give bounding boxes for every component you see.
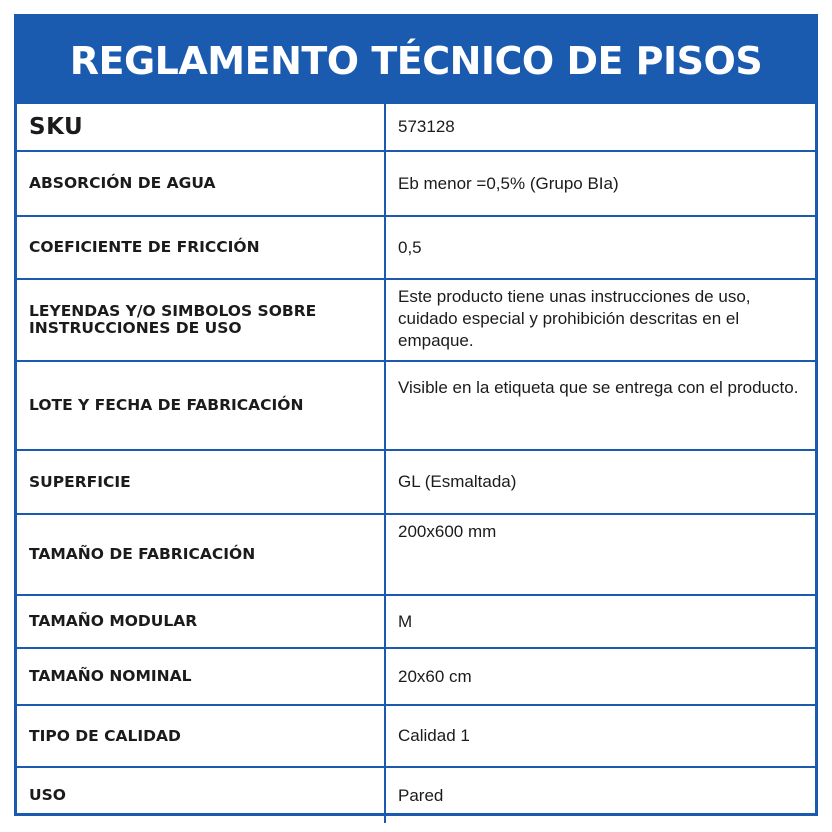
row-value-lote: Visible en la etiqueta que se entrega con el producto. [398, 378, 799, 397]
row-value-absorcion: Eb menor =0,5% (Grupo BIa) [398, 173, 619, 193]
table-row [17, 150, 815, 215]
row-value-sku: 573128 [398, 117, 455, 136]
page-title: REGLAMENTO TÉCNICO DE PISOS [17, 17, 815, 104]
row-value-superficie: GL (Esmaltada) [398, 472, 517, 491]
row-value-tamano-fabricacion: 200x600 mm [398, 522, 497, 541]
row-label-leyendas: LEYENDAS Y/O SIMBOLOS SOBRE INSTRUCCIONES DE USO [17, 280, 386, 360]
row-label-tipo-calidad: TIPO DE CALIDAD [17, 706, 386, 766]
table-row [17, 594, 815, 647]
row-label-tamano-nominal: TAMAÑO NOMINAL [17, 649, 386, 704]
row-label-superficie: SUPERFICIE [17, 451, 386, 513]
table-row [17, 513, 815, 594]
row-label-uso: USO [17, 768, 386, 823]
row-label-absorcion: ABSORCIÓN DE AGUA [17, 152, 386, 215]
row-label-tamano-fabricacion: TAMAÑO DE FABRICACIÓN [17, 515, 386, 594]
spec-table [17, 104, 815, 823]
row-value-uso: Pared [398, 785, 444, 805]
table-row [17, 449, 815, 513]
row-label-friccion: COEFICIENTE DE FRICCIÓN [17, 217, 386, 278]
table-row [17, 215, 815, 278]
spec-sheet [14, 14, 818, 816]
row-value-tamano-modular: M [398, 611, 413, 631]
table-row [17, 104, 815, 150]
table-row [17, 647, 815, 704]
row-value-tamano-nominal: 20x60 cm [398, 666, 472, 686]
table-row [17, 704, 815, 766]
row-value-leyendas: Este producto tiene unas instrucciones de uso, cuidado especial y prohibición descritas en el empaque. [398, 287, 751, 350]
row-label-lote: LOTE Y FECHA DE FABRICACIÓN [17, 362, 386, 449]
table-row [17, 278, 815, 360]
row-label-sku: SKU [17, 104, 386, 150]
row-value-tipo-calidad: Calidad 1 [398, 726, 470, 745]
row-value-friccion: 0,5 [398, 237, 422, 257]
table-row [17, 360, 815, 449]
table-row [17, 766, 815, 823]
row-label-tamano-modular: TAMAÑO MODULAR [17, 596, 386, 647]
